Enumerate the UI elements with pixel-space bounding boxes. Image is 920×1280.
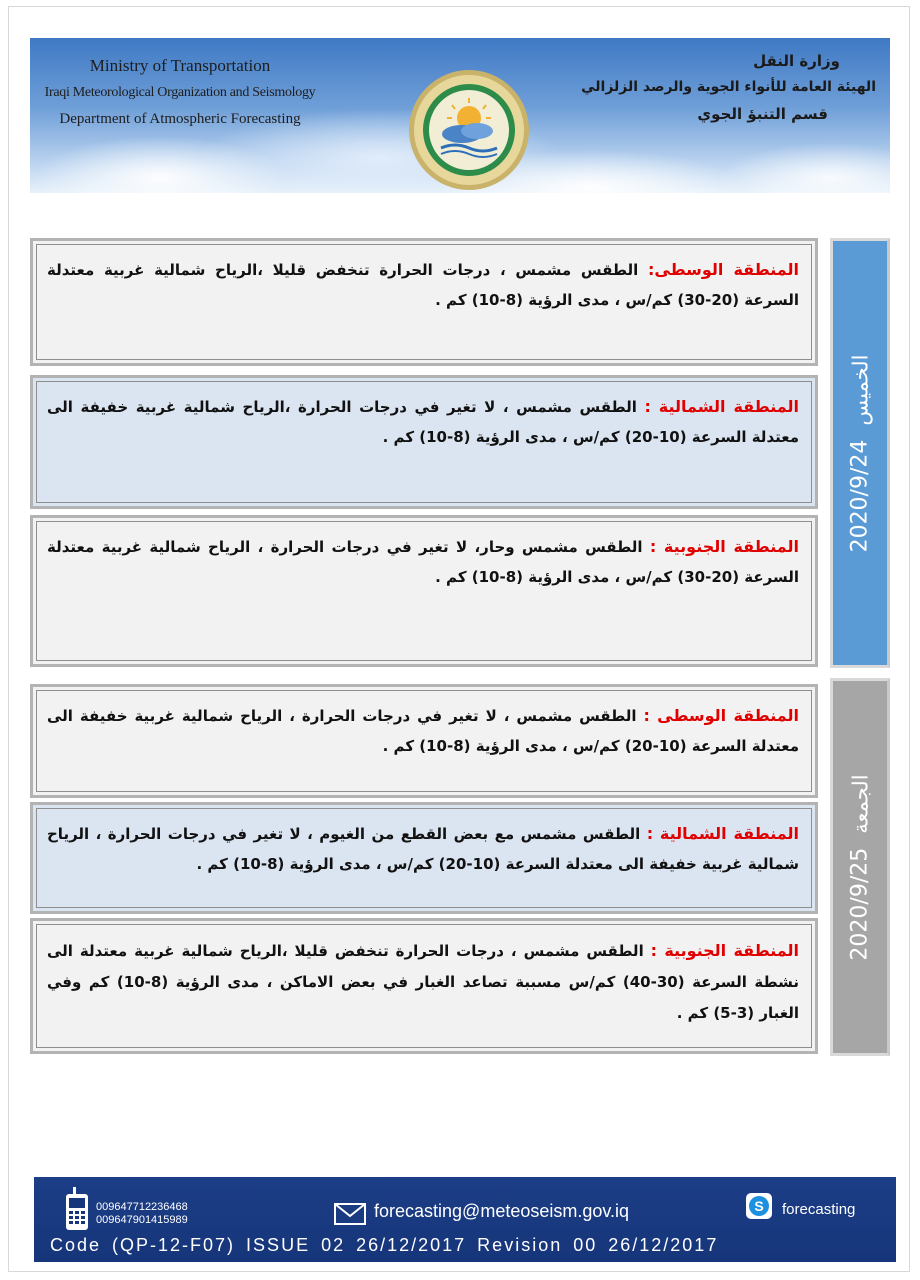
region-forecast-text: الطقس مشمس ، درجات الحرارة تنخفض قليلا ،الرياح شمالية غربية معتدلة السرعة (20-30) كم/س ، مدى الرؤية (8-10) كم . (47, 261, 799, 309)
region-forecast-text: الطقس مشمس وحار، لا تغير في درجات الحرارة ، الرياح شمالية غربية معتدلة السرعة (20-30) كم/س ، مدى الرؤية (8-10) كم . (47, 538, 799, 586)
region-name: المنطقة الوسطى : (643, 706, 800, 725)
ministry-name-en: Ministry of Transportation (89, 56, 271, 75)
region-central-day2 (30, 684, 818, 798)
day-name: الخميس (848, 354, 873, 426)
mobile-phone-icon (64, 1187, 90, 1231)
header-english-block (30, 52, 330, 133)
phone-number-1: 009647712236468 (96, 1201, 188, 1213)
skype-handle: forecasting (782, 1201, 856, 1218)
header-arabic-block (546, 48, 876, 128)
skype-icon (746, 1193, 772, 1219)
document-code-line: Code (QP-12-F07) ISSUE 02 26/12/2017 Revision 00 26/12/2017 (50, 1235, 719, 1255)
day-name: الجمعة (848, 773, 873, 834)
region-name: المنطقة الجنوبية : (650, 941, 800, 960)
region-forecast-text: الطقس مشمس مع بعض القطع من الغيوم ، لا تغير في درجات الحرارة ، الرياح شمالية غربية خفيفة الى معتدلة السرعة (10-20) كم/س ، مدى الرؤية (8-10) كم . (47, 825, 799, 873)
phone-numbers (96, 1201, 188, 1227)
region-name: المنطقة الوسطى: (647, 260, 800, 279)
phone-number-2: 009647901415989 (96, 1214, 188, 1226)
region-forecast-text: الطقس مشمس ، لا تغير في درجات الحرارة ، الرياح شمالية غربية خفيفة الى معتدلة السرعة (10-20) كم/س ، مدى الرؤية (8-10) كم . (47, 707, 799, 755)
seal-logo-icon (407, 68, 531, 192)
footer-bar (34, 1177, 896, 1262)
organization-name-ar: الهيئة العامة للأنواء الجوية والرصد الزلزالي (581, 79, 876, 95)
department-name-en: Department of Atmospheric Forecasting (59, 111, 301, 127)
organization-name-en: Iraqi Meteorological Organization and Seismology (44, 85, 316, 100)
region-central-day1 (30, 238, 818, 366)
department-name-ar: قسم التنبؤ الجوي (697, 105, 828, 123)
region-north-day2 (30, 802, 818, 914)
ministry-name-ar: وزارة النقل (753, 52, 840, 70)
region-south-day2 (30, 918, 818, 1054)
day-block-friday (30, 678, 890, 1056)
region-forecast-text: الطقس مشمس ، درجات الحرارة تنخفض قليلا ،الرياح شمالية غربية معتدلة الى نشطة السرعة (30-40) كم/س مسببة تصاعد الغبار في بعض الاماكن ، مدى الرؤية (8-10) كم وفي الغبار (3-5) كم . (47, 942, 799, 1022)
email-address: forecasting@meteoseism.gov.iq (374, 1201, 630, 1221)
region-south-day1 (30, 515, 818, 667)
region-name: المنطقة الشمالية : (644, 397, 800, 416)
svg-text:S: S (754, 1198, 764, 1214)
day-date: 2020/9/24 (847, 439, 873, 552)
day-tab-thursday (830, 238, 890, 668)
region-name: المنطقة الشمالية : (646, 824, 800, 843)
day-tab-friday (830, 678, 890, 1056)
header-banner (30, 38, 890, 193)
region-north-day1 (30, 375, 818, 509)
region-forecast-text: الطقس مشمس ، لا تغير في درجات الحرارة ،الرياح شمالية غربية خفيفة الى معتدلة السرعة (10-20) كم/س ، مدى الرؤية (8-10) كم . (47, 398, 799, 446)
envelope-icon (334, 1203, 366, 1225)
day-date: 2020/9/25 (847, 847, 873, 961)
region-name: المنطقة الجنوبية : (649, 537, 800, 556)
day-block-thursday (30, 238, 890, 668)
